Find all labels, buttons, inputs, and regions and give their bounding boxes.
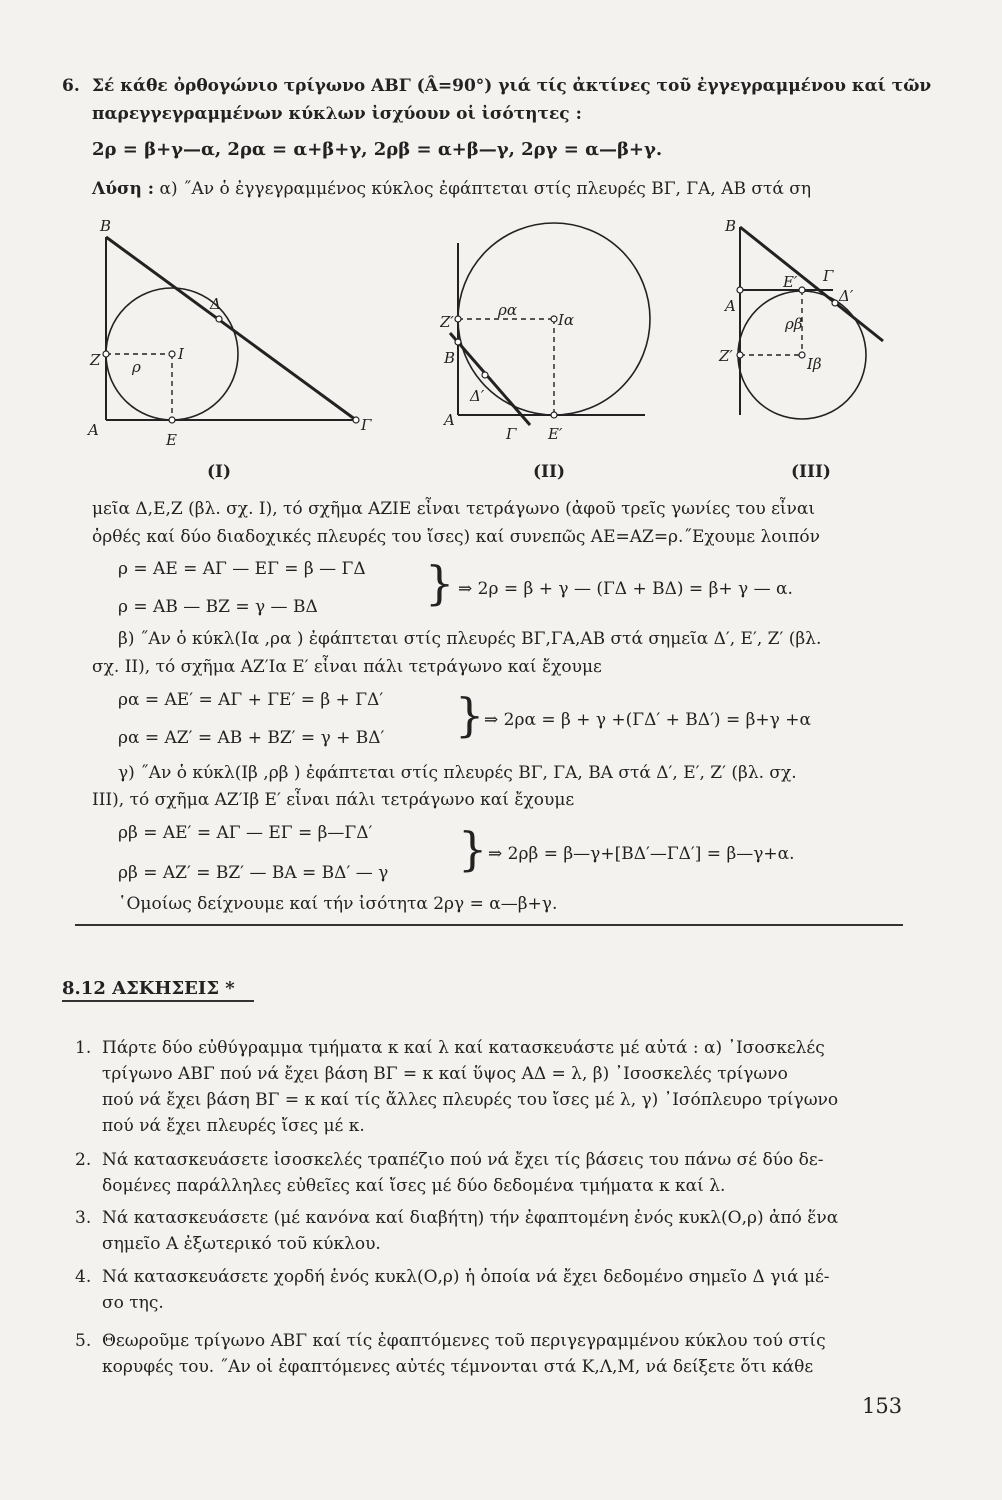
eq3-result: ⇒ 2ρβ = β—γ+[ΒΔ′—ΓΔ′] = β—γ+α. xyxy=(488,844,795,864)
exercise-2-number: 2. xyxy=(75,1150,92,1170)
section-divider xyxy=(75,924,903,926)
body-line3: β) ˝Αν ὁ κύκλ(Iα ,ρα ) ἐφάπτεται στίς πλευρές ΒΓ,ΓΑ,ΑΒ στά σημεῖα Δ′, Ε′, Ζ′ (βλ. xyxy=(118,629,822,649)
fig1-point-e xyxy=(169,417,175,423)
fig1-label-d: Δ xyxy=(210,295,221,313)
eq1-line-b: ρ = ΑΒ — ΒΖ = γ — ΒΔ xyxy=(118,597,318,617)
body-line1: μεῖα Δ,Ε,Ζ (βλ. σχ. I), τό σχῆμα ΑΖΙΕ εἶναι τετράγωνο (ἀφοῦ τρεῖς γωνίες του εἶναι xyxy=(92,499,816,519)
exercise-4-line1: Νά κατασκευάσετε χορδή ἑνός κυκλ(Ο,ρ) ἡ ὁποία νά ἔχει δεδομένο σημεῖο Δ γιά μέ- xyxy=(102,1267,830,1287)
fig2-label-z: Z′ xyxy=(440,313,454,331)
problem-statement-line2: παρεγγεγραμμένων κύκλων ἰσχύουν οἱ ἰσότητες : xyxy=(92,104,582,124)
figure-2-caption: (II) xyxy=(533,462,565,482)
solution-line1 xyxy=(92,178,811,200)
fig1-label-z: Z xyxy=(90,351,101,369)
problem-number: 6. xyxy=(62,76,80,96)
eq1-result: ⇒ 2ρ = β + γ — (ΓΔ + ΒΔ) = β+ γ — α. xyxy=(458,579,793,599)
exercise-4-line2: σο της. xyxy=(102,1293,164,1313)
fig1-label-g: Γ xyxy=(361,416,372,434)
fig2-label-d: Δ′ xyxy=(470,387,485,405)
exercise-5-line2: κορυφές του. ˝Αν οἱ ἐφαπτόμενες αὐτές τέμνονται στά Κ,Λ,Μ, νά δείξετε ὅτι κάθε xyxy=(102,1357,814,1377)
section-title: 8.12 ΑΣΚΗΣΕΙΣ * xyxy=(62,978,235,999)
exercise-5-line1: Θεωροῦμε τρίγωνο ΑΒΓ καί τίς ἐφαπτόμενες τοῦ περιγεγραμμένου κύκλου τού στίς xyxy=(102,1331,826,1351)
fig3-label-b: B xyxy=(725,217,737,235)
body-line2: ὀρθές καί δύο διαδοχικές πλευρές του ἴσες) καί συνεπῶς ΑΕ=ΑΖ=ρ.˝Εχουμε λοιπόν xyxy=(92,527,820,547)
fig2-point-i xyxy=(551,316,557,322)
solution-text: α) ˝Αν ὁ ἐγγεγραμμένος κύκλος ἐφάπτεται στίς πλευρές ΒΓ, ΓΑ, ΑΒ στά ση xyxy=(159,179,812,199)
exercise-3-line1: Νά κατασκευάσετε (μέ κανόνα καί διαβήτη) τήν ἐφαπτομένη ἑνός κυκλ(Ο,ρ) ἀπό ἕνα xyxy=(102,1208,839,1228)
fig3-point-a xyxy=(737,287,743,293)
fig3-point-d xyxy=(832,300,838,306)
fig2-label-i: Iα xyxy=(558,311,575,329)
fig3-label-a: A xyxy=(725,297,736,315)
eq1-brace: } xyxy=(425,556,455,610)
eq3-line-a: ρβ = ΑΕ′ = ΑΓ — ΕΓ = β—ΓΔ′ xyxy=(118,823,373,843)
fig1-label-i: I xyxy=(178,345,184,363)
eq3-brace: } xyxy=(458,822,488,876)
fig2-label-rho: ρα xyxy=(498,301,517,319)
fig3-point-i xyxy=(799,352,805,358)
eq1-line-a: ρ = ΑΕ = ΑΓ — ΕΓ = β — ΓΔ xyxy=(118,559,366,579)
fig3-label-d: Δ′ xyxy=(839,287,854,305)
body-line7: ῾Ομοίως δείχνουμε καί τήν ἰσότητα 2ργ = α—β+γ. xyxy=(118,894,558,914)
exercise-1-line2: τρίγωνο ΑΒΓ πού νά ἔχει βάση ΒΓ = κ καί ὕψος ΑΔ = λ, β) ᾿Ισοσκελές τρίγωνο xyxy=(102,1064,788,1084)
body-line4: σχ. II), τό σχῆμα ΑΖ′Iα Ε′ εἶναι πάλι τετράγωνο καί ἔχουμε xyxy=(92,657,602,677)
fig3-point-e xyxy=(799,287,805,293)
exercise-1-number: 1. xyxy=(75,1038,92,1058)
fig1-point-z xyxy=(103,351,109,357)
fig1-point-d xyxy=(216,316,222,322)
eq3-line-b: ρβ = ΑΖ′ = ΒΖ′ — ΒΑ = ΒΔ′ — γ xyxy=(118,863,389,883)
body-line5: γ) ˝Αν ὁ κύκλ(Iβ ,ρβ ) ἐφάπτεται στίς πλευρές ΒΓ, ΓΑ, ΒΑ στά Δ′, Ε′, Ζ′ (βλ. σχ. xyxy=(118,763,797,783)
eq2-brace: } xyxy=(455,688,485,742)
exercise-4-number: 4. xyxy=(75,1267,92,1287)
fig2-label-e: E′ xyxy=(548,425,563,443)
figure-3-caption: (III) xyxy=(791,462,831,482)
page-number: 153 xyxy=(862,1394,903,1418)
fig3-point-z xyxy=(737,352,743,358)
solution-label: Λύση : xyxy=(92,179,155,199)
fig1-label-a: A xyxy=(88,421,99,439)
eq2-result: ⇒ 2ρα = β + γ +(ΓΔ′ + ΒΔ′) = β+γ +α xyxy=(484,710,811,730)
figure-2 xyxy=(440,215,660,450)
exercise-2-line2: δομένες παράλληλες εὐθεῖες καί ἴσες μέ δύο δεδομένα τμήματα κ καί λ. xyxy=(102,1176,726,1196)
section-title-underline xyxy=(62,1000,254,1002)
fig2-point-z xyxy=(455,316,461,322)
fig3-label-rho: ρβ xyxy=(785,315,803,333)
fig3-label-e: E′ xyxy=(783,273,798,291)
fig2-point-b xyxy=(455,339,461,345)
figure-3 xyxy=(715,215,895,440)
figure-1 xyxy=(80,215,380,455)
problem-formula: 2ρ = β+γ—α, 2ρα = α+β+γ, 2ρβ = α+β—γ, 2ργ = α—β+γ. xyxy=(92,139,663,160)
figure-1-caption: (I) xyxy=(207,462,232,482)
fig2-label-g: Γ xyxy=(506,425,517,443)
exercise-1-line4: πού νά ἔχει πλευρές ἴσες μέ κ. xyxy=(102,1116,365,1136)
exercise-1-line1: Πάρτε δύο εὐθύγραμμα τμήματα κ καί λ καί κατασκευάστε μέ αὐτά : α) ᾿Ισοσκελές xyxy=(102,1038,825,1058)
fig1-label-b: B xyxy=(100,217,112,235)
fig2-point-d xyxy=(482,372,488,378)
body-line6: III), τό σχῆμα ΑΖ′Iβ Ε′ εἶναι πάλι τετράγωνο καί ἔχουμε xyxy=(92,790,575,810)
exercise-1-line3: πού νά ἔχει βάση ΒΓ = κ καί τίς ἄλλες πλευρές του ἴσες μέ λ, γ) ᾿Ισόπλευρο τρίγωνο xyxy=(102,1090,839,1110)
fig1-point-i xyxy=(169,351,175,357)
exercise-3-line2: σημεῖο Α ἐξωτερικό τοῦ κύκλου. xyxy=(102,1234,381,1254)
exercise-2-line1: Νά κατασκευάσετε ἰσοσκελές τραπέζιο πού νά ἔχει τίς βάσεις του πάνω σέ δύο δε- xyxy=(102,1150,824,1170)
fig1-point-g xyxy=(353,417,359,423)
exercise-5-number: 5. xyxy=(75,1331,92,1351)
problem-statement-line1: Σέ κάθε ὀρθογώνιο τρίγωνο ΑΒΓ (Â=90°) γιά τίς ἀκτίνες τοῦ ἐγγεγραμμένου καί τῶν xyxy=(92,76,932,96)
fig3-label-g: Γ xyxy=(823,267,834,285)
fig1-side-bg xyxy=(106,237,356,420)
eq2-line-b: ρα = ΑΖ′ = ΑΒ + ΒΖ′ = γ + ΒΔ′ xyxy=(118,728,385,748)
fig2-label-b: B xyxy=(444,349,456,367)
fig2-point-e xyxy=(551,412,557,418)
fig2-label-a: A xyxy=(444,411,455,429)
exercise-3-number: 3. xyxy=(75,1208,92,1228)
fig3-label-z: Z′ xyxy=(719,347,733,365)
fig1-label-e: E xyxy=(166,431,177,449)
eq2-line-a: ρα = ΑΕ′ = ΑΓ + ΓΕ′ = β + ΓΔ′ xyxy=(118,690,384,710)
fig3-label-i: Iβ xyxy=(807,355,822,373)
fig3-side-bg xyxy=(740,227,883,341)
fig1-label-rho: ρ xyxy=(132,358,141,376)
